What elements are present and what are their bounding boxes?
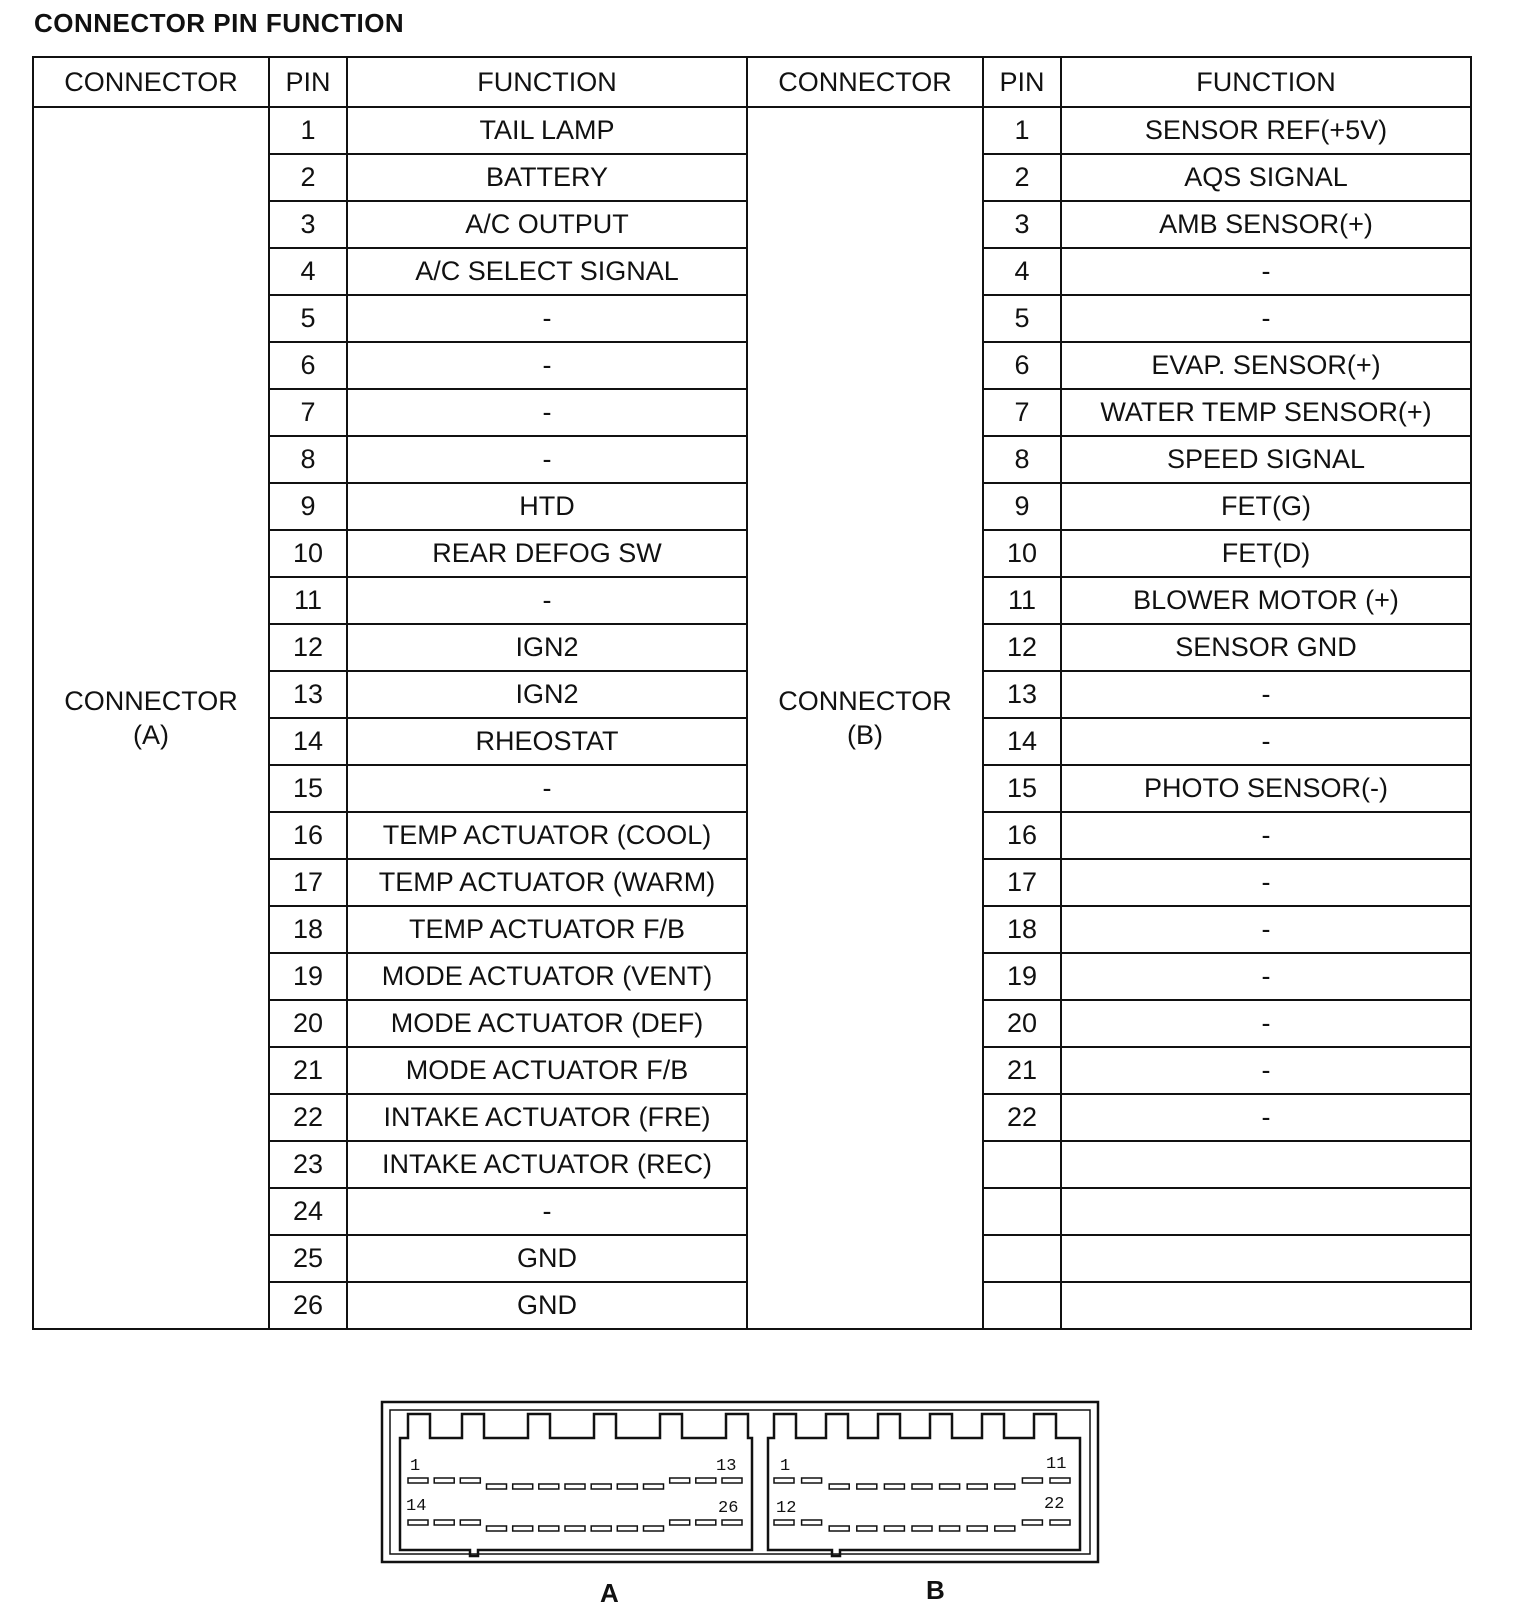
terminal-slot: [408, 1478, 428, 1483]
function-cell: [1061, 1141, 1471, 1188]
connector-inner-housing: [390, 1410, 1090, 1554]
function-cell: -: [347, 389, 747, 436]
connector-b-rows: [747, 107, 1471, 1329]
terminal-slot: [434, 1520, 454, 1525]
table-header-row: [33, 57, 747, 107]
terminal-slot: [995, 1526, 1015, 1531]
function-cell: -: [1061, 1000, 1471, 1047]
terminal-slot: [912, 1526, 932, 1531]
terminal-slot: [857, 1526, 877, 1531]
terminal-slot: [802, 1520, 822, 1525]
terminal-slot: [644, 1526, 664, 1531]
pin-cell: 11: [269, 577, 347, 624]
terminal-slot: [408, 1520, 428, 1525]
function-cell: AMB SENSOR(+): [1061, 201, 1471, 248]
terminal-slot: [967, 1484, 987, 1489]
connector-a-table: [32, 56, 748, 1330]
pin-cell: 15: [983, 765, 1061, 812]
terminal-slot: [1050, 1520, 1070, 1525]
terminal-slot: [617, 1484, 637, 1489]
terminal-slot: [539, 1526, 559, 1531]
connector-b-label: [747, 107, 983, 1329]
terminal-slot: [591, 1526, 611, 1531]
function-cell: TEMP ACTUATOR (WARM): [347, 859, 747, 906]
pin-cell: 20: [983, 1000, 1061, 1047]
table-header-row: [747, 57, 1471, 107]
function-cell: -: [347, 577, 747, 624]
pin-cell: 14: [983, 718, 1061, 765]
b-pin-12-label: 12: [776, 1499, 797, 1518]
table-row: [747, 107, 1471, 154]
function-cell: -: [347, 1188, 747, 1235]
function-cell: HTD: [347, 483, 747, 530]
pin-cell: 17: [983, 859, 1061, 906]
pin-cell: 3: [269, 201, 347, 248]
pin-cell: 16: [269, 812, 347, 859]
terminal-slot: [802, 1478, 822, 1483]
function-cell: A/C SELECT SIGNAL: [347, 248, 747, 295]
function-cell: IGN2: [347, 671, 747, 718]
terminal-slot: [487, 1484, 507, 1489]
connector-a-label-line2: (A): [133, 720, 169, 750]
pin-cell: 5: [983, 295, 1061, 342]
terminal-slot: [774, 1520, 794, 1525]
pin-cell: 4: [269, 248, 347, 295]
diagram-label-a: A: [600, 1578, 619, 1608]
pin-cell: 10: [269, 530, 347, 577]
pin-cell: 14: [269, 718, 347, 765]
function-cell: [1061, 1282, 1471, 1329]
terminal-slot: [591, 1484, 611, 1489]
pin-cell: 24: [269, 1188, 347, 1235]
connector-outer-housing: [382, 1402, 1098, 1562]
function-cell: BATTERY: [347, 154, 747, 201]
pin-cell: 6: [983, 342, 1061, 389]
function-cell: -: [347, 765, 747, 812]
terminal-slot: [539, 1484, 559, 1489]
pin-cell: 19: [983, 953, 1061, 1000]
pin-cell: 18: [269, 906, 347, 953]
function-cell: INTAKE ACTUATOR (REC): [347, 1141, 747, 1188]
pin-cell: 4: [983, 248, 1061, 295]
function-cell: INTAKE ACTUATOR (FRE): [347, 1094, 747, 1141]
diagram-label-b: B: [926, 1575, 945, 1605]
a-pin-1-label: 1: [410, 1457, 421, 1476]
connector-b-body: [768, 1414, 1080, 1556]
pin-cell: 1: [983, 107, 1061, 154]
function-cell: -: [1061, 812, 1471, 859]
pin-cell: 22: [269, 1094, 347, 1141]
terminal-slot: [774, 1478, 794, 1483]
terminal-slot: [940, 1484, 960, 1489]
pin-cell: 2: [983, 154, 1061, 201]
function-cell: BLOWER MOTOR (+): [1061, 577, 1471, 624]
pin-cell: 23: [269, 1141, 347, 1188]
terminal-slot: [460, 1478, 480, 1483]
terminal-slot: [995, 1484, 1015, 1489]
function-cell: -: [1061, 953, 1471, 1000]
terminal-slot: [967, 1526, 987, 1531]
pin-cell: [983, 1141, 1061, 1188]
function-cell: MODE ACTUATOR (DEF): [347, 1000, 747, 1047]
terminal-slot: [722, 1478, 742, 1483]
function-cell: TAIL LAMP: [347, 107, 747, 154]
terminal-slot: [696, 1520, 716, 1525]
terminal-slot: [565, 1484, 585, 1489]
b-pin-22-label: 22: [1044, 1495, 1065, 1514]
header-pin: PIN: [269, 57, 347, 107]
terminal-slot: [1022, 1520, 1042, 1525]
terminal-slot: [696, 1478, 716, 1483]
header-function: FUNCTION: [1061, 57, 1471, 107]
function-cell: EVAP. SENSOR(+): [1061, 342, 1471, 389]
pin-cell: 25: [269, 1235, 347, 1282]
table-row: [33, 107, 747, 154]
terminal-slot: [644, 1484, 664, 1489]
connector-a-label: [33, 107, 269, 1329]
pin-cell: 7: [269, 389, 347, 436]
function-cell: -: [1061, 718, 1471, 765]
terminal-slot: [513, 1484, 533, 1489]
function-cell: PHOTO SENSOR(-): [1061, 765, 1471, 812]
pin-cell: [983, 1235, 1061, 1282]
function-cell: GND: [347, 1282, 747, 1329]
function-cell: -: [347, 295, 747, 342]
function-cell: -: [1061, 906, 1471, 953]
function-cell: [1061, 1188, 1471, 1235]
function-cell: A/C OUTPUT: [347, 201, 747, 248]
pin-cell: 12: [269, 624, 347, 671]
pin-cell: 17: [269, 859, 347, 906]
connector-b-label-line2: (B): [847, 720, 883, 750]
terminal-slot: [829, 1484, 849, 1489]
function-cell: -: [1061, 248, 1471, 295]
connector-a-rows: [33, 107, 747, 1329]
pin-cell: 5: [269, 295, 347, 342]
function-cell: -: [1061, 671, 1471, 718]
terminal-slot: [513, 1526, 533, 1531]
b-pin-1-label: 1: [780, 1457, 791, 1476]
a-pin-14-label: 14: [406, 1497, 427, 1516]
pin-cell: 8: [983, 436, 1061, 483]
terminal-slot: [1050, 1478, 1070, 1483]
terminal-slot: [670, 1478, 690, 1483]
terminal-slot: [1022, 1478, 1042, 1483]
pin-cell: 26: [269, 1282, 347, 1329]
pin-cell: [983, 1188, 1061, 1235]
terminal-slot: [617, 1526, 637, 1531]
function-cell: -: [1061, 859, 1471, 906]
pin-cell: 11: [983, 577, 1061, 624]
terminal-slot: [670, 1520, 690, 1525]
terminal-slot: [884, 1526, 904, 1531]
terminal-slot: [884, 1484, 904, 1489]
header-connector: CONNECTOR: [747, 57, 983, 107]
function-cell: IGN2: [347, 624, 747, 671]
function-cell: TEMP ACTUATOR (COOL): [347, 812, 747, 859]
pin-cell: 10: [983, 530, 1061, 577]
pin-cell: 21: [269, 1047, 347, 1094]
pin-cell: 2: [269, 154, 347, 201]
pin-cell: 16: [983, 812, 1061, 859]
terminal-slot: [912, 1484, 932, 1489]
connector-b-table: [746, 56, 1472, 1330]
function-cell: SPEED SIGNAL: [1061, 436, 1471, 483]
page-title: CONNECTOR PIN FUNCTION: [34, 8, 405, 38]
function-cell: MODE ACTUATOR (VENT): [347, 953, 747, 1000]
pin-cell: 9: [269, 483, 347, 530]
connector-b-label-line1: CONNECTOR: [778, 686, 952, 716]
pin-cell: 13: [269, 671, 347, 718]
pin-cell: 22: [983, 1094, 1061, 1141]
connector-a-label-line1: CONNECTOR: [64, 686, 238, 716]
function-cell: TEMP ACTUATOR F/B: [347, 906, 747, 953]
a-pin-13-label: 13: [716, 1457, 737, 1476]
terminal-slot: [487, 1526, 507, 1531]
pin-cell: 15: [269, 765, 347, 812]
a-pin-26-label: 26: [718, 1499, 739, 1518]
terminal-slot: [829, 1526, 849, 1531]
function-cell: MODE ACTUATOR F/B: [347, 1047, 747, 1094]
function-cell: -: [347, 342, 747, 389]
header-connector: CONNECTOR: [33, 57, 269, 107]
pin-cell: 13: [983, 671, 1061, 718]
pin-cell: 21: [983, 1047, 1061, 1094]
function-cell: AQS SIGNAL: [1061, 154, 1471, 201]
pin-cell: 9: [983, 483, 1061, 530]
function-cell: SENSOR GND: [1061, 624, 1471, 671]
function-cell: WATER TEMP SENSOR(+): [1061, 389, 1471, 436]
pin-cell: 20: [269, 1000, 347, 1047]
function-cell: FET(D): [1061, 530, 1471, 577]
function-cell: -: [1061, 1047, 1471, 1094]
terminal-slot: [434, 1478, 454, 1483]
function-cell: -: [1061, 1094, 1471, 1141]
pin-cell: 3: [983, 201, 1061, 248]
terminal-slot: [857, 1484, 877, 1489]
pin-cell: 1: [269, 107, 347, 154]
function-cell: RHEOSTAT: [347, 718, 747, 765]
pin-cell: [983, 1282, 1061, 1329]
pin-cell: 18: [983, 906, 1061, 953]
pin-cell: 19: [269, 953, 347, 1000]
pin-cell: 12: [983, 624, 1061, 671]
terminal-slot: [460, 1520, 480, 1525]
connector-a-body: [400, 1414, 752, 1556]
function-cell: -: [347, 436, 747, 483]
terminal-slot: [722, 1520, 742, 1525]
function-cell: FET(G): [1061, 483, 1471, 530]
function-cell: GND: [347, 1235, 747, 1282]
header-pin: PIN: [983, 57, 1061, 107]
function-cell: -: [1061, 295, 1471, 342]
pin-cell: 8: [269, 436, 347, 483]
terminal-slot: [565, 1526, 585, 1531]
header-function: FUNCTION: [347, 57, 747, 107]
function-cell: REAR DEFOG SW: [347, 530, 747, 577]
pin-cell: 7: [983, 389, 1061, 436]
connector-face-diagram: [380, 1400, 1100, 1570]
pin-cell: 6: [269, 342, 347, 389]
function-cell: [1061, 1235, 1471, 1282]
b-pin-11-label: 11: [1046, 1455, 1067, 1474]
terminal-slot: [940, 1526, 960, 1531]
function-cell: SENSOR REF(+5V): [1061, 107, 1471, 154]
